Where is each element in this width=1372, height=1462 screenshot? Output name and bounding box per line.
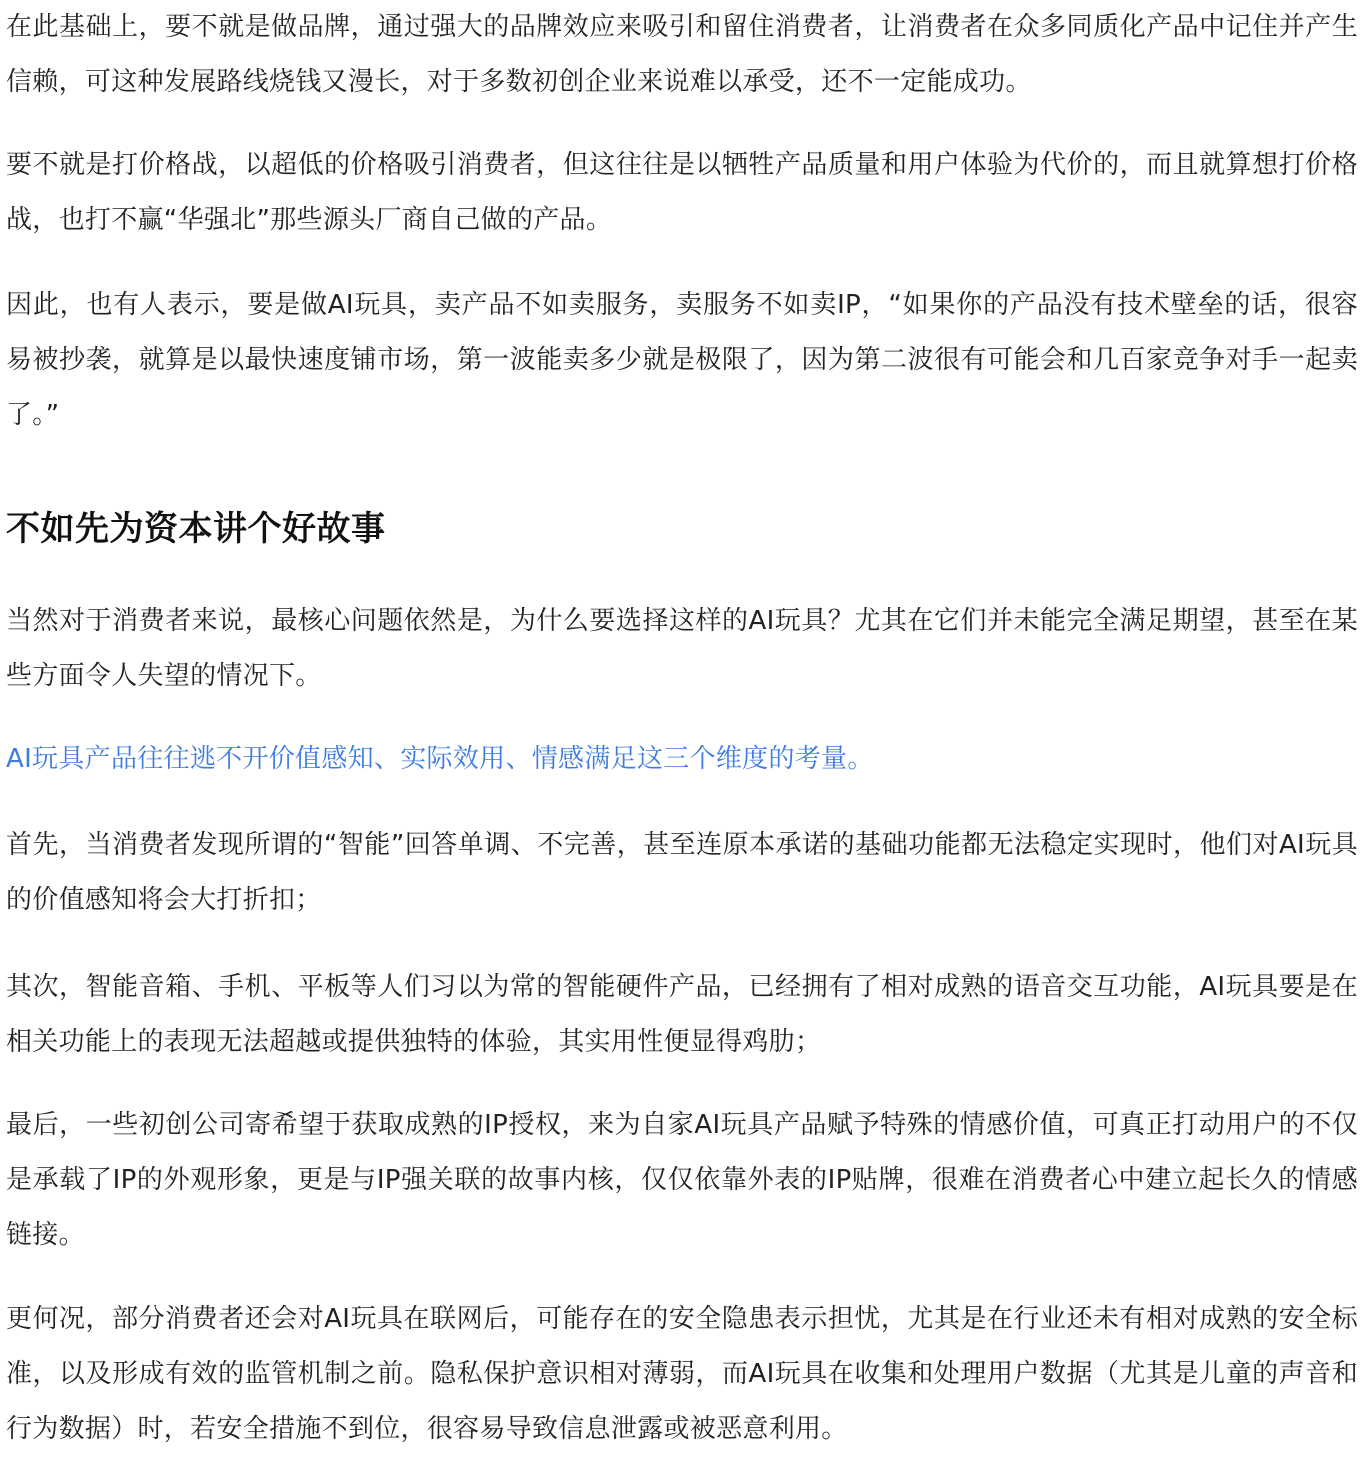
section-heading: 不如先为资本讲个好故事 — [6, 509, 386, 549]
highlight-paragraph: AI玩具产品往往逃不开价值感知、实际效用、情感满足这三个维度的考量。 — [6, 744, 874, 774]
paragraph-price-war: 要不就是打价格战，以超低的价格吸引消费者，但这往往是以牺牲产品质量和用户体验为代价的，而且就算想打价格战，也打不赢“华强北”那些源头厂商自己做的产品。 — [6, 150, 1358, 235]
paragraph-value-perception: 首先，当消费者发现所谓的“智能”回答单调、不完善，甚至连原本承诺的基础功能都无法稳定实现时，他们对AI玩具的价值感知将会大打折扣； — [6, 830, 1358, 915]
paragraph-consumer-question: 当然对于消费者来说，最核心问题依然是，为什么要选择这样的AI玩具？尤其在它们并未能完全满足期望，甚至在某些方面令人失望的情况下。 — [6, 606, 1358, 691]
paragraph-security-concerns: 更何况，部分消费者还会对AI玩具在联网后，可能存在的安全隐患表示担忧，尤其是在行业还未有相对成熟的安全标准，以及形成有效的监管机制之前。隐私保护意识相对薄弱，而AI玩具在收集和处理用户数据（尤其是儿童的声音和行为数据）时，若安全措施不到位，很容易导致信息泄露或被恶意利用。 — [6, 1304, 1358, 1444]
paragraph-practical-utility: 其次，智能音箱、手机、平板等人们习以为常的智能硬件产品，已经拥有了相对成熟的语音交互功能，AI玩具要是在相关功能上的表现无法超越或提供独特的体验，其实用性便显得鸡肋； — [6, 972, 1358, 1057]
paragraph-ip-service: 因此，也有人表示，要是做AI玩具，卖产品不如卖服务，卖服务不如卖IP，“如果你的产品没有技术壁垒的话，很容易被抄袭，就算是以最快速度铺市场，第一波能卖多少就是极限了，因为第二波很有可能会和几百家竞争对手一起卖了。” — [6, 290, 1358, 430]
paragraph-brand-strategy: 在此基础上，要不就是做品牌，通过强大的品牌效应来吸引和留住消费者，让消费者在众多同质化产品中记住并产生信赖，可这种发展路线烧钱又漫长，对于多数初创企业来说难以承受，还不一定能成功。 — [6, 12, 1358, 97]
paragraph-emotional-value: 最后，一些初创公司寄希望于获取成熟的IP授权，来为自家AI玩具产品赋予特殊的情感价值，可真正打动用户的不仅是承载了IP的外观形象，更是与IP强关联的故事内核，仅仅依靠外表的IP贴牌，很难在消费者心中建立起长久的情感链接。 — [6, 1110, 1358, 1250]
